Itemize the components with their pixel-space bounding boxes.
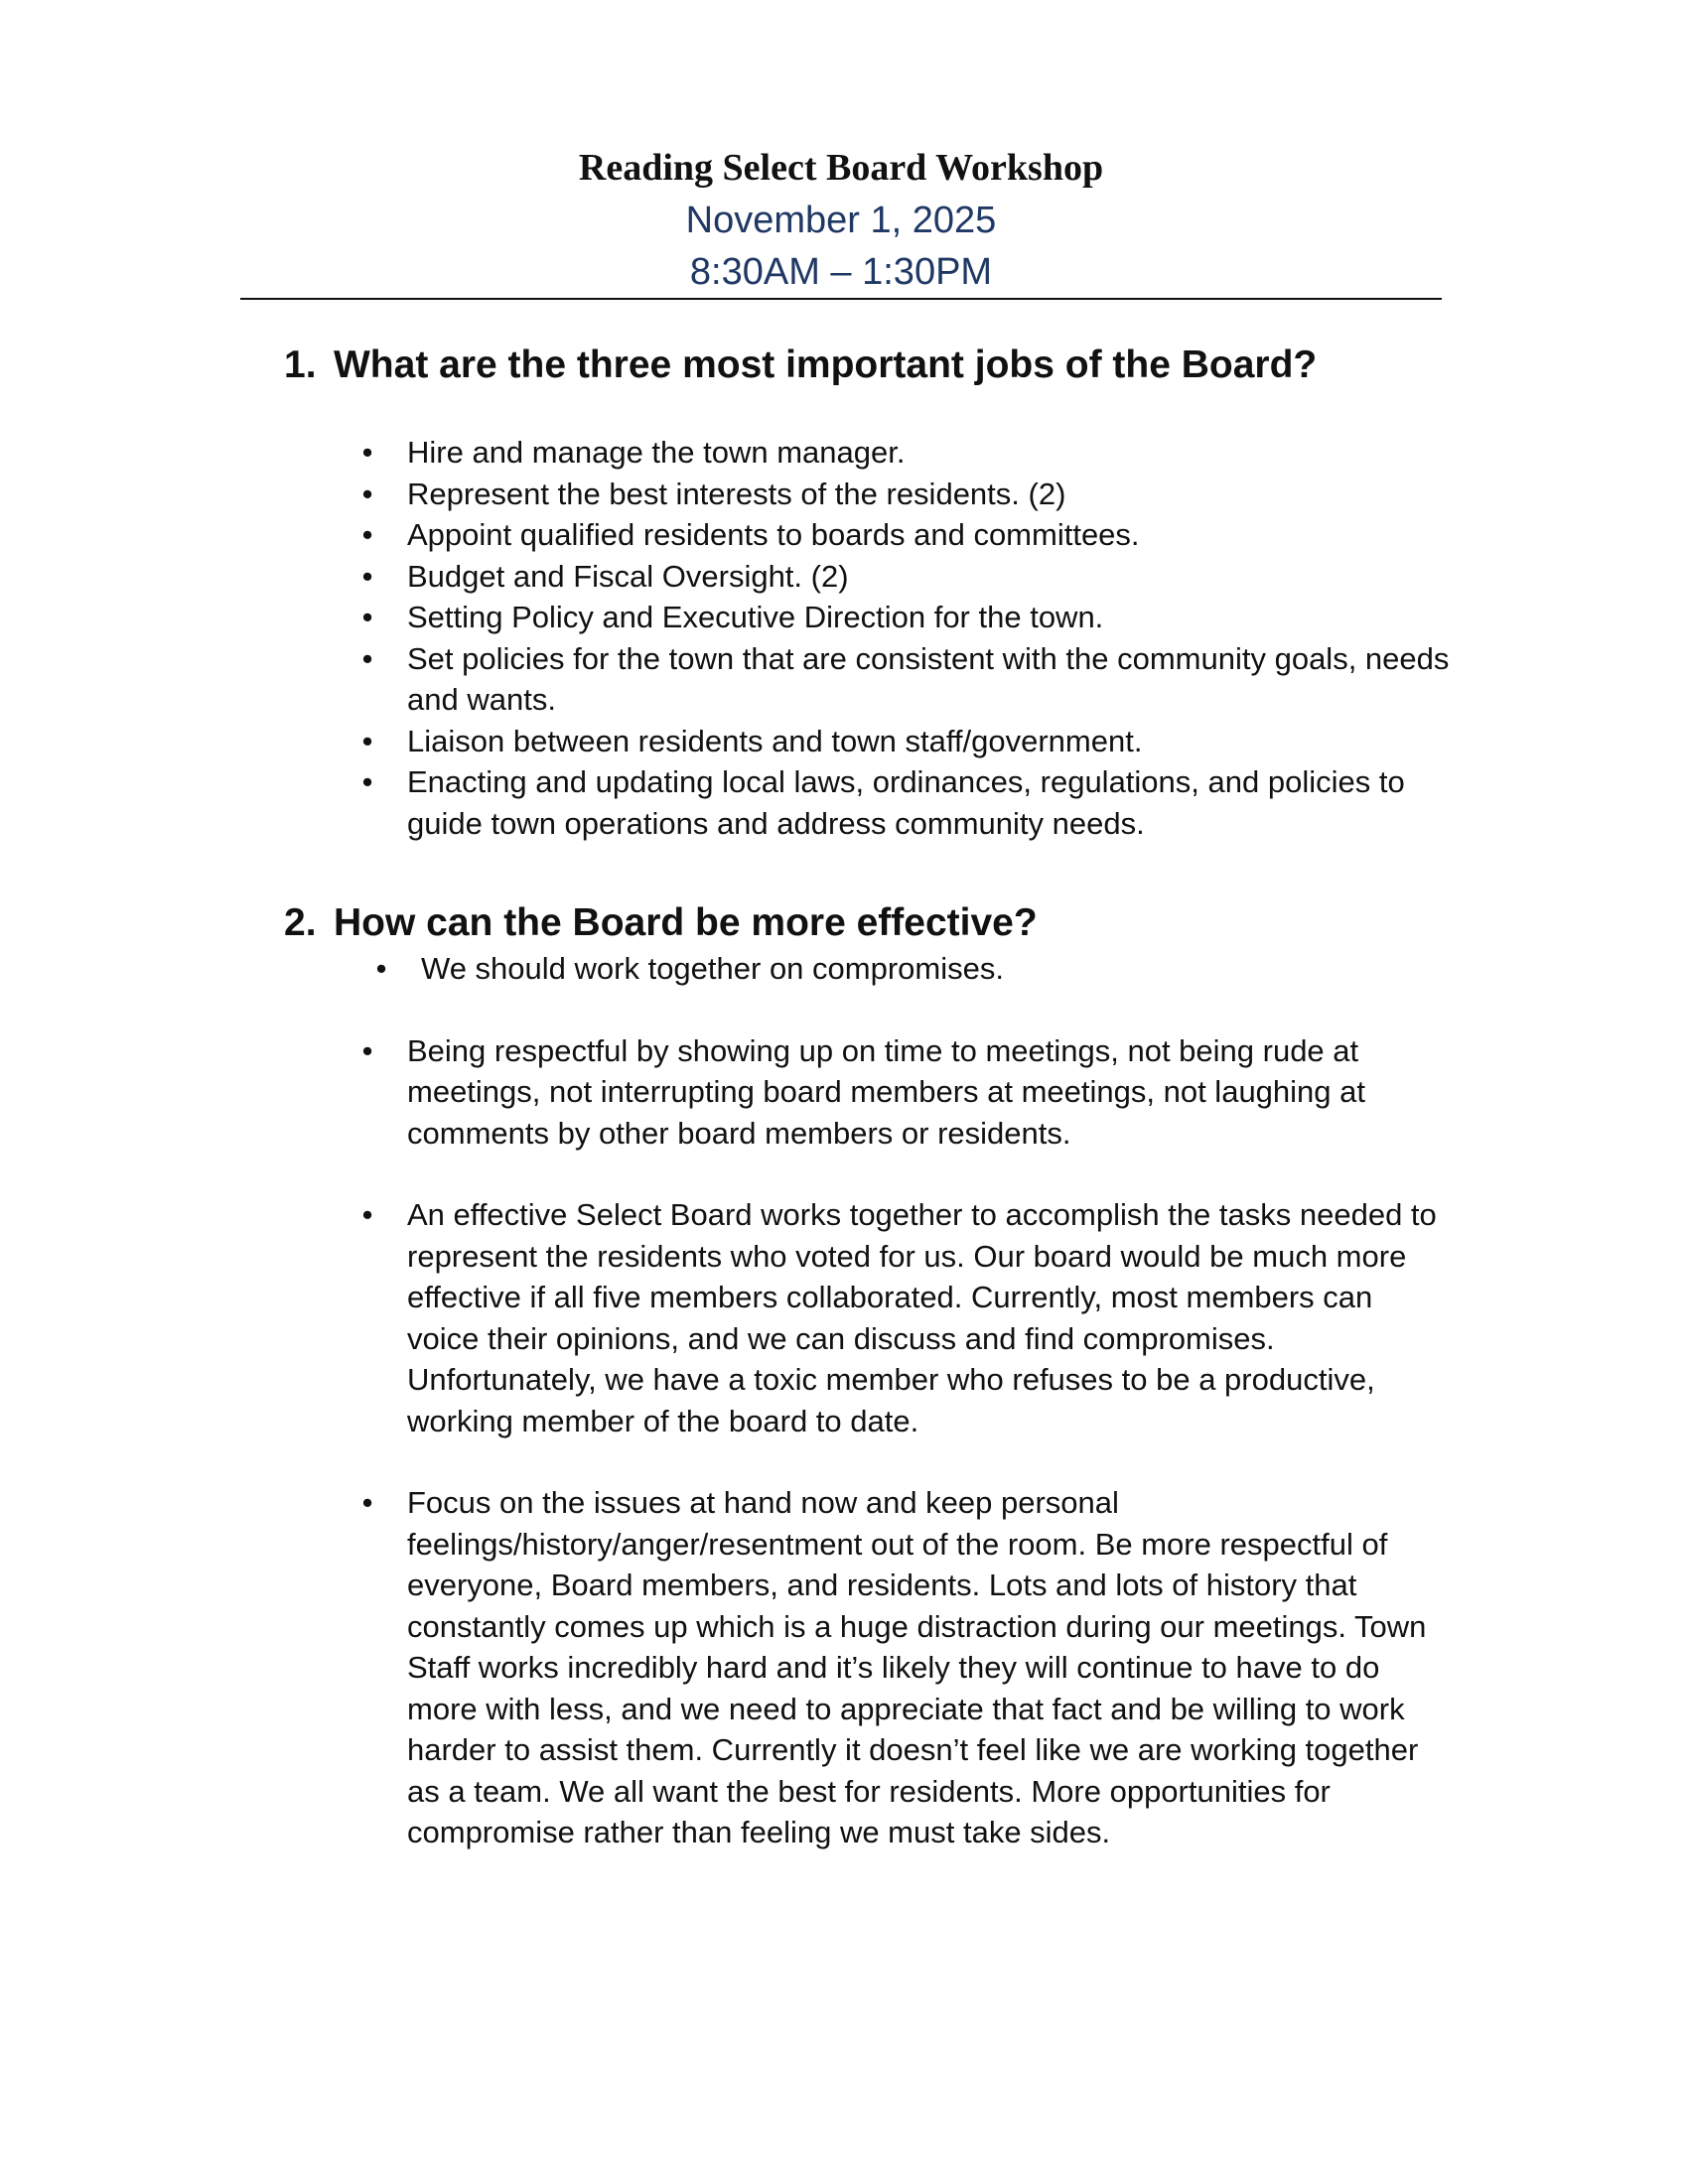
list-item-text: Appoint qualified residents to boards and committees. (407, 517, 1140, 552)
header-divider (240, 298, 1442, 300)
list-item-text: Represent the best interests of the residents. (2) (407, 476, 1066, 511)
list-item (361, 1194, 1450, 1441)
list-item-text: We should work together on compromises. (421, 951, 1004, 986)
list-item (375, 948, 1450, 990)
list-item (361, 432, 1450, 474)
list-item (361, 721, 1450, 762)
document-header (240, 141, 1442, 298)
bullet-icon: • (375, 951, 387, 986)
section-1-heading (284, 341, 1317, 389)
list-item-text: Enacting and updating local laws, ordinances, regulations, and policies to guide town operations and address community needs. (407, 764, 1405, 841)
workshop-time: 8:30AM – 1:30PM (689, 251, 993, 293)
list-item (361, 761, 1450, 844)
section-2-number: 2. (284, 901, 317, 944)
list-item (361, 1482, 1450, 1853)
bullet-icon: • (361, 1485, 373, 1520)
list-item (361, 638, 1450, 721)
list-item-text: Set policies for the town that are consistent with the community goals, needs and wants. (407, 640, 1450, 717)
list-item (361, 474, 1450, 515)
bullet-icon: • (361, 723, 373, 758)
list-item (361, 556, 1450, 598)
list-item-text: Setting Policy and Executive Direction for the town. (407, 600, 1104, 634)
bullet-icon: • (361, 764, 373, 799)
document-title: Reading Select Board Workshop (578, 147, 1104, 189)
list-item-text: An effective Select Board works together to accomplish the tasks needed to represent the residents who voted for us. Our board would be much more effective if all five members collaborated. Currently, most members can voice their opinions, and we can discuss and find compromises. Unfortunately, we have a toxic member who refuses to be a productive, working member of the board to date. (407, 1197, 1437, 1438)
list-item (361, 597, 1450, 638)
list-item-text: Being respectful by showing up on time to meetings, not being rude at meetings, not interrupting board members at meetings, not laughing at comments by other board members or residents. (407, 1032, 1365, 1151)
bullet-icon: • (361, 517, 373, 552)
section-2-title: How can the Board be more effective? (334, 901, 1038, 944)
bullet-icon: • (361, 600, 373, 634)
list-item-text: Liaison between residents and town staff/government. (407, 723, 1143, 758)
workshop-date: November 1, 2025 (685, 200, 997, 241)
list-item-text: Budget and Fiscal Oversight. (2) (407, 558, 849, 594)
bullet-icon: • (361, 558, 373, 594)
bullet-icon: • (361, 640, 373, 676)
section-1-number: 1. (284, 343, 317, 386)
list-item-text: Hire and manage the town manager. (407, 435, 906, 470)
section-1-list (361, 432, 1450, 844)
section-1-title: What are the three most important jobs of the Board? (334, 343, 1318, 386)
section-2-list (361, 948, 1450, 1853)
list-item (361, 514, 1450, 556)
bullet-icon: • (361, 1197, 373, 1232)
bullet-icon: • (361, 476, 373, 511)
list-item (361, 1030, 1450, 1155)
list-item-text: Focus on the issues at hand now and keep personal feelings/history/anger/resentment out of the room. Be more respectful of everyone, Board members, and residents. Lots and lots of history that constantly comes up which is a huge distraction during our meetings. Town Staff works incredibly hard and it’s likely they will continue to have to do more with less, and we need to appreciate that fact and be willing to work harder to assist them. Currently it doesn’t feel like we are working together as a team. We all want the best for residents. More opportunities for compromise rather than feeling we must take sides. (407, 1485, 1427, 1849)
bullet-icon: • (361, 435, 373, 470)
section-2-heading (284, 899, 1038, 947)
bullet-icon: • (361, 1032, 373, 1068)
